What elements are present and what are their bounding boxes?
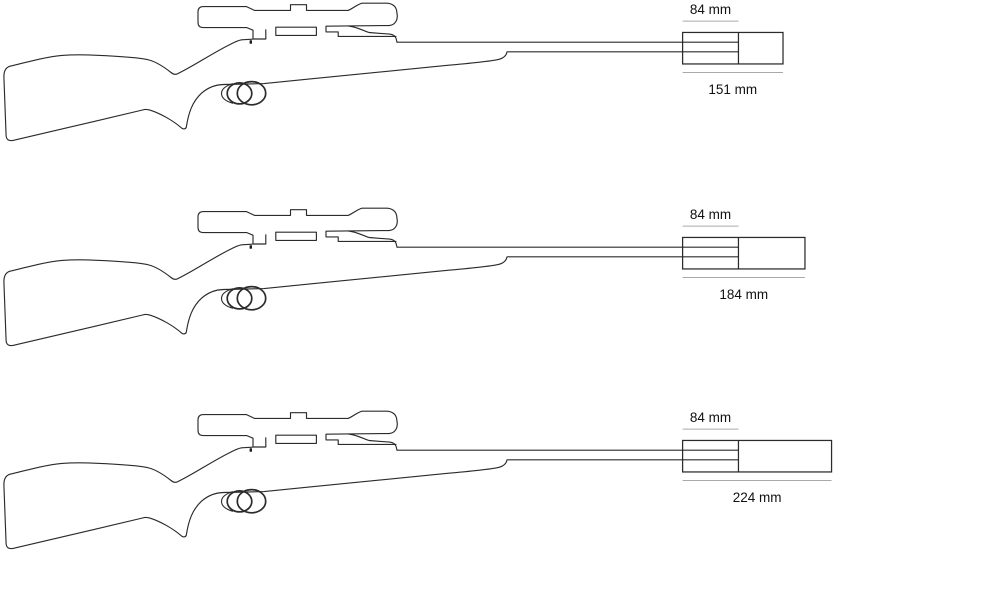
rifle-illustration (4, 411, 739, 548)
rifle-illustration (4, 208, 739, 345)
rifle-row-2 (4, 207, 805, 346)
suppressor-group-3 (683, 410, 832, 505)
overlap-length-label: 84 mm (689, 409, 732, 425)
total-length-label: 151 mm (708, 81, 758, 97)
suppressor-group-1 (683, 2, 783, 97)
rifle-illustration (4, 3, 739, 140)
suppressor-body (683, 32, 783, 64)
suppressor-body (683, 440, 832, 472)
total-length-label: 224 mm (732, 489, 782, 505)
rifle-row-1 (4, 2, 783, 141)
overlap-length-label: 84 mm (689, 206, 732, 222)
suppressor-body (683, 237, 805, 269)
rifle-row-3 (4, 410, 832, 549)
total-length-label: 184 mm (719, 286, 769, 302)
overlap-length-label: 84 mm (689, 1, 732, 17)
suppressor-group-2 (683, 207, 805, 302)
